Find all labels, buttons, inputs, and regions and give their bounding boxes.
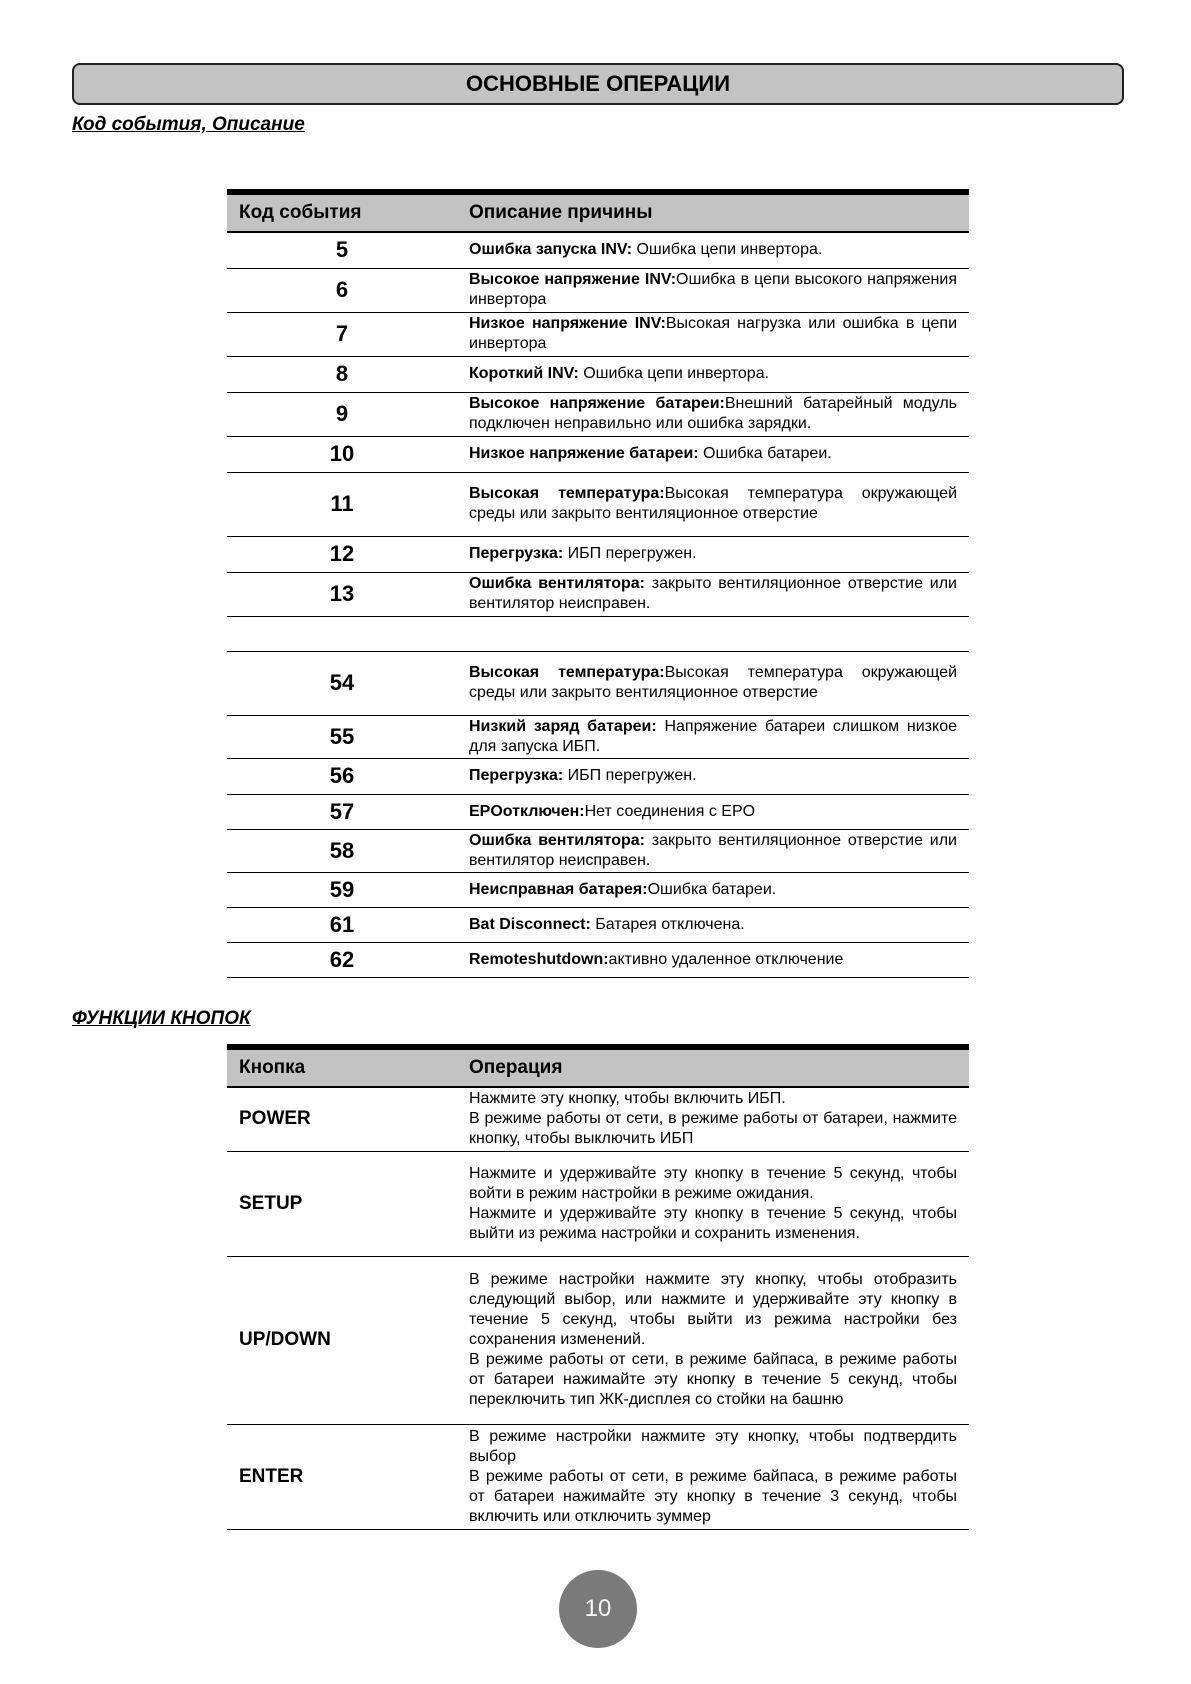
table-row — [227, 312, 969, 356]
event-code: 5 — [227, 232, 457, 268]
event-description: Ошибка запуска INV: Ошибка цепи инвертора. — [457, 232, 969, 268]
table-row — [227, 232, 969, 268]
event-description: Remoteshutdown:активно удаленное отключение — [457, 942, 969, 977]
event-code: 7 — [227, 312, 457, 356]
table-row — [227, 794, 969, 829]
button-name: ENTER — [227, 1424, 457, 1529]
button-name: SETUP — [227, 1151, 457, 1256]
event-description: Низкий заряд батареи: Напряжение батареи слишком низкое для запуска ИБП. — [457, 715, 969, 758]
event-code: 56 — [227, 758, 457, 794]
col-header-button: Кнопка — [227, 1047, 457, 1087]
table-row — [227, 472, 969, 536]
table-row — [227, 872, 969, 907]
col-header-operation: Операция — [457, 1047, 969, 1087]
table-row — [227, 572, 969, 616]
col-header-code: Код события — [227, 192, 457, 232]
button-operation: Нажмите эту кнопку, чтобы включить ИБП. В режиме работы от сети, в режиме работы от батареи, нажмите кнопку, чтобы выключить ИБП — [457, 1087, 969, 1151]
table-row — [227, 436, 969, 472]
table-row — [227, 536, 969, 572]
button-table-header — [227, 1047, 969, 1087]
table-row — [227, 651, 969, 715]
event-code: 59 — [227, 872, 457, 907]
table-row — [227, 758, 969, 794]
event-code: 10 — [227, 436, 457, 472]
table-spacer-row — [227, 616, 969, 651]
event-code: 13 — [227, 572, 457, 616]
event-description: Высокая температура:Высокая температура окружающей среды или закрыто вентиляционное отверстие — [457, 651, 969, 715]
event-code: 54 — [227, 651, 457, 715]
event-code: 9 — [227, 392, 457, 436]
event-code: 55 — [227, 715, 457, 758]
table-row — [227, 1151, 969, 1256]
event-description: Короткий INV: Ошибка цепи инвертора. — [457, 356, 969, 392]
event-description: Неисправная батарея:Ошибка батареи. — [457, 872, 969, 907]
spacer-cell — [457, 616, 969, 651]
event-code: 58 — [227, 829, 457, 872]
event-description: Перегрузка: ИБП перегружен. — [457, 536, 969, 572]
button-name: POWER — [227, 1087, 457, 1151]
col-header-desc: Описание причины — [457, 192, 969, 232]
table-row — [227, 268, 969, 312]
event-code: 57 — [227, 794, 457, 829]
event-description: Высокая температура:Высокая температура окружающей среды или закрыто вентиляционное отверстие — [457, 472, 969, 536]
page-header: ОСНОВНЫЕ ОПЕРАЦИИ — [72, 63, 1124, 105]
event-description: EPOотключен:Нет соединения с EPO — [457, 794, 969, 829]
button-operation: В режиме настройки нажмите эту кнопку, чтобы отобразить следующий выбор, или нажмите и удерживайте эту кнопку в течение 5 секунд, чтобы выйти из режима настройки без сохранения изменений. В режиме работы от сети, в режиме байпаса, в режиме работы от батареи нажимайте эту кнопку в течение 5 секунд, чтобы переключить тип ЖК-дисплея со стойки на башню — [457, 1256, 969, 1424]
table-row — [227, 715, 969, 758]
event-description: Bat Disconnect: Батарея отключена. — [457, 907, 969, 942]
event-description: Высокое напряжение батареи:Внешний батарейный модуль подключен неправильно или ошибка зарядки. — [457, 392, 969, 436]
button-operation: В режиме настройки нажмите эту кнопку, чтобы подтвердить выбор В режиме работы от сети, в режиме байпаса, в режиме работы от батареи нажимайте эту кнопку в течение 3 секунд, чтобы включить или отключить зуммер — [457, 1424, 969, 1529]
event-code-table — [227, 189, 969, 978]
button-name: UP/DOWN — [227, 1256, 457, 1424]
table-row — [227, 829, 969, 872]
table-row — [227, 392, 969, 436]
table-row — [227, 907, 969, 942]
table-row — [227, 942, 969, 977]
event-table-header — [227, 192, 969, 232]
event-code: 8 — [227, 356, 457, 392]
event-description: Ошибка вентилятора: закрыто вентиляционное отверстие или вентилятор неисправен. — [457, 572, 969, 616]
table-row — [227, 1424, 969, 1529]
table-row — [227, 1256, 969, 1424]
button-functions-table — [227, 1044, 969, 1530]
event-description: Низкое напряжение INV:Высокая нагрузка или ошибка в цепи инвертора — [457, 312, 969, 356]
event-code: 6 — [227, 268, 457, 312]
event-description: Перегрузка: ИБП перегружен. — [457, 758, 969, 794]
table-row — [227, 1087, 969, 1151]
buttons-section-title: ФУНКЦИИ КНОПОК — [72, 1008, 251, 1029]
event-description: Ошибка вентилятора: закрыто вентиляционное отверстие или вентилятор неисправен. — [457, 829, 969, 872]
spacer-cell — [227, 616, 457, 651]
table-row — [227, 356, 969, 392]
event-code: 11 — [227, 472, 457, 536]
event-code: 62 — [227, 942, 457, 977]
event-code: 12 — [227, 536, 457, 572]
event-code: 61 — [227, 907, 457, 942]
event-description: Низкое напряжение батареи: Ошибка батареи. — [457, 436, 969, 472]
button-operation: Нажмите и удерживайте эту кнопку в течение 5 секунд, чтобы войти в режим настройки в режиме ожидания. Нажмите и удерживайте эту кнопку в течение 5 секунд, чтобы выйти из режима настройки и сохранить изменения. — [457, 1151, 969, 1256]
event-description: Высокое напряжение INV:Ошибка в цепи высокого напряжения инвертора — [457, 268, 969, 312]
page-number: 10 — [559, 1570, 637, 1648]
events-section-title: Код события, Описание — [72, 114, 305, 135]
